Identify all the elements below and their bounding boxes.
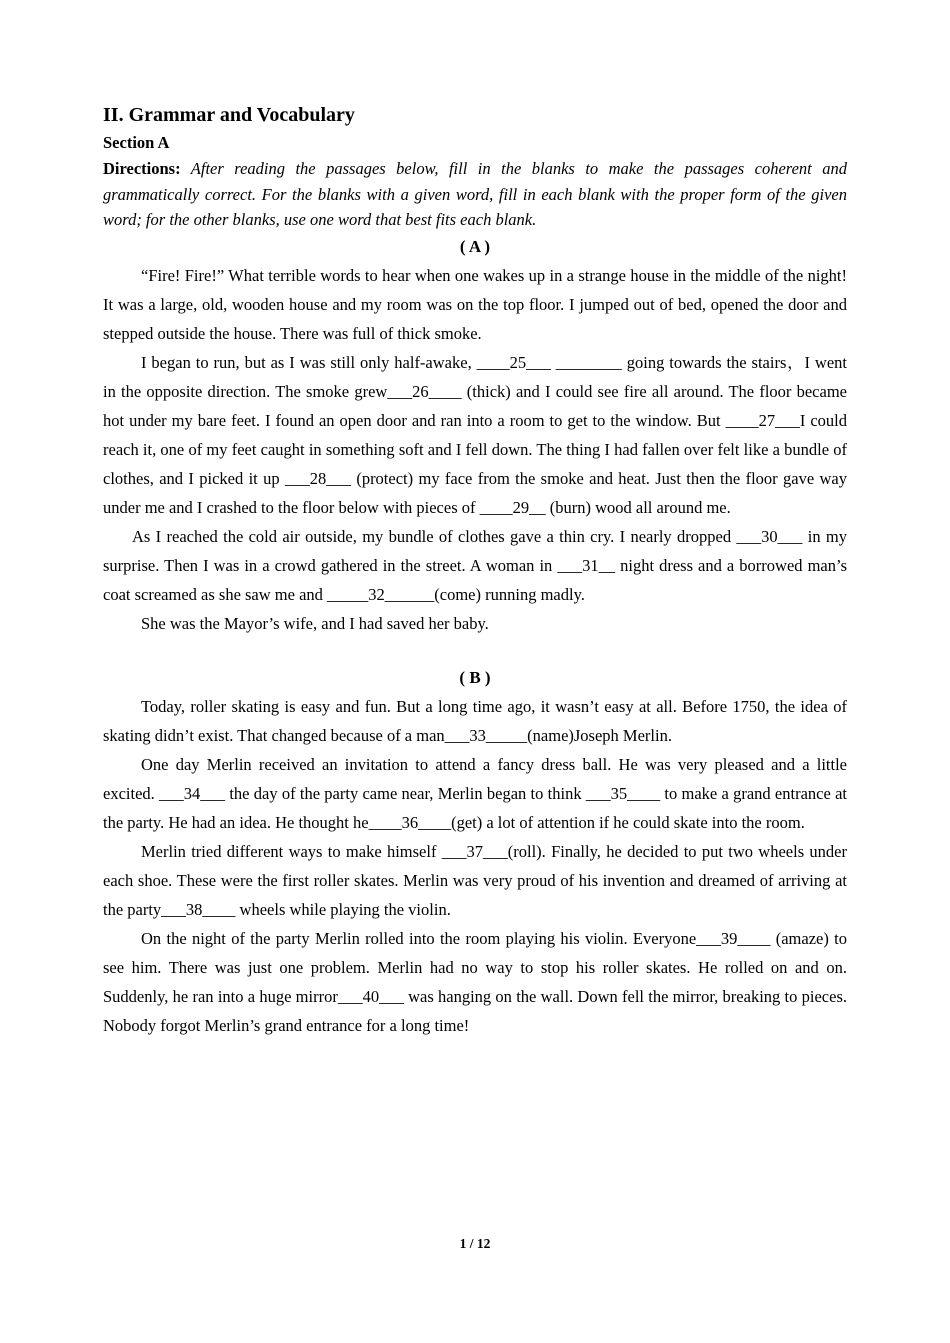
directions-text: After reading the passages below, fill in the blanks to make the passages coherent and grammatically correct. For the blanks with a given word, fill in each blank with the proper form of the given word; for the other blanks, use one word that best fits each blank. (103, 159, 847, 229)
directions (103, 156, 847, 233)
passage-a-paragraph: “Fire! Fire!” What terrible words to hear when one wakes up in a strange house in the middle of the night! It was a large, old, wooden house and my room was on the top floor. I jumped out of bed, opened the door and stepped outside the house. There was full of thick smoke. (103, 265, 847, 343)
spacer (103, 638, 847, 664)
passage-a-paragraph: I began to run, but as I was still only half-awake, ____25___ ________ going towards the stairs，I went in the opposite direction. The smoke grew___26____ (thick) and I could see fire all around. The floor became hot under my bare feet. I found an open door and ran into a room to get to the window. But ____27___I could reach it, one of my feet caught in something soft and I fell down. The thing I had fallen over felt like a bundle of clothes, and I picked it up ___28___ (protect) my face from the smoke and heat. Just then the floor gave way under me and I crashed to the floor below with pieces of ____29__ (burn) wood all around me. (103, 352, 847, 517)
section-heading: Section A (103, 133, 170, 152)
passage-a-paragraph: She was the Mayor’s wife, and I had saved her baby. (141, 613, 489, 633)
passage-b-label: ( B ) (459, 667, 491, 687)
passage-b-paragraph: One day Merlin received an invitation to attend a fancy dress ball. He was very pleased and a little excited. ___34___ the day of the party came near, Merlin began to think ___35____ to make a grand entrance at the party. He had an idea. He thought he____36____(get) a lot of attention if he could skate into the room. (103, 754, 847, 832)
page-number: 1 / 12 (459, 1236, 491, 1251)
passage-b-paragraph: Merlin tried different ways to make himself ___37___(roll). Finally, he decided to put two wheels under each shoe. These were the first roller skates. Merlin was very proud of his invention and dreamed of arriving at the party___38____ wheels while playing the violin. (103, 841, 847, 919)
passage-a-paragraph: As I reached the cold air outside, my bundle of clothes gave a thin cry. I nearly dropped ___30___ in my surprise. Then I was in a crowd gathered in the street. A woman in ___31__ night dress and a borrowed man’s coat screamed as she saw me and _____32______(come) running madly. (103, 526, 847, 604)
passage-b-paragraph: On the night of the party Merlin rolled into the room playing his violin. Everyone___39____ (amaze) to see him. There was just one problem. Merlin had no way to stop his roller skates. He rolled on and on. Suddenly, he ran into a huge mirror___40___ was hanging on the wall. Down fell the mirror, breaking to pieces. Nobody forgot Merlin’s grand entrance for a long time! (103, 928, 847, 1035)
passage-b-paragraph: Today, roller skating is easy and fun. But a long time ago, it wasn’t easy at all. Before 1750, the idea of skating didn’t exist. That changed because of a man___33_____(name)Joseph Merlin. (103, 696, 847, 745)
document-page (103, 100, 847, 1040)
page-title: II. Grammar and Vocabulary (103, 104, 355, 126)
passage-a-label: ( A ) (459, 236, 491, 256)
directions-label: Directions: (103, 159, 181, 178)
